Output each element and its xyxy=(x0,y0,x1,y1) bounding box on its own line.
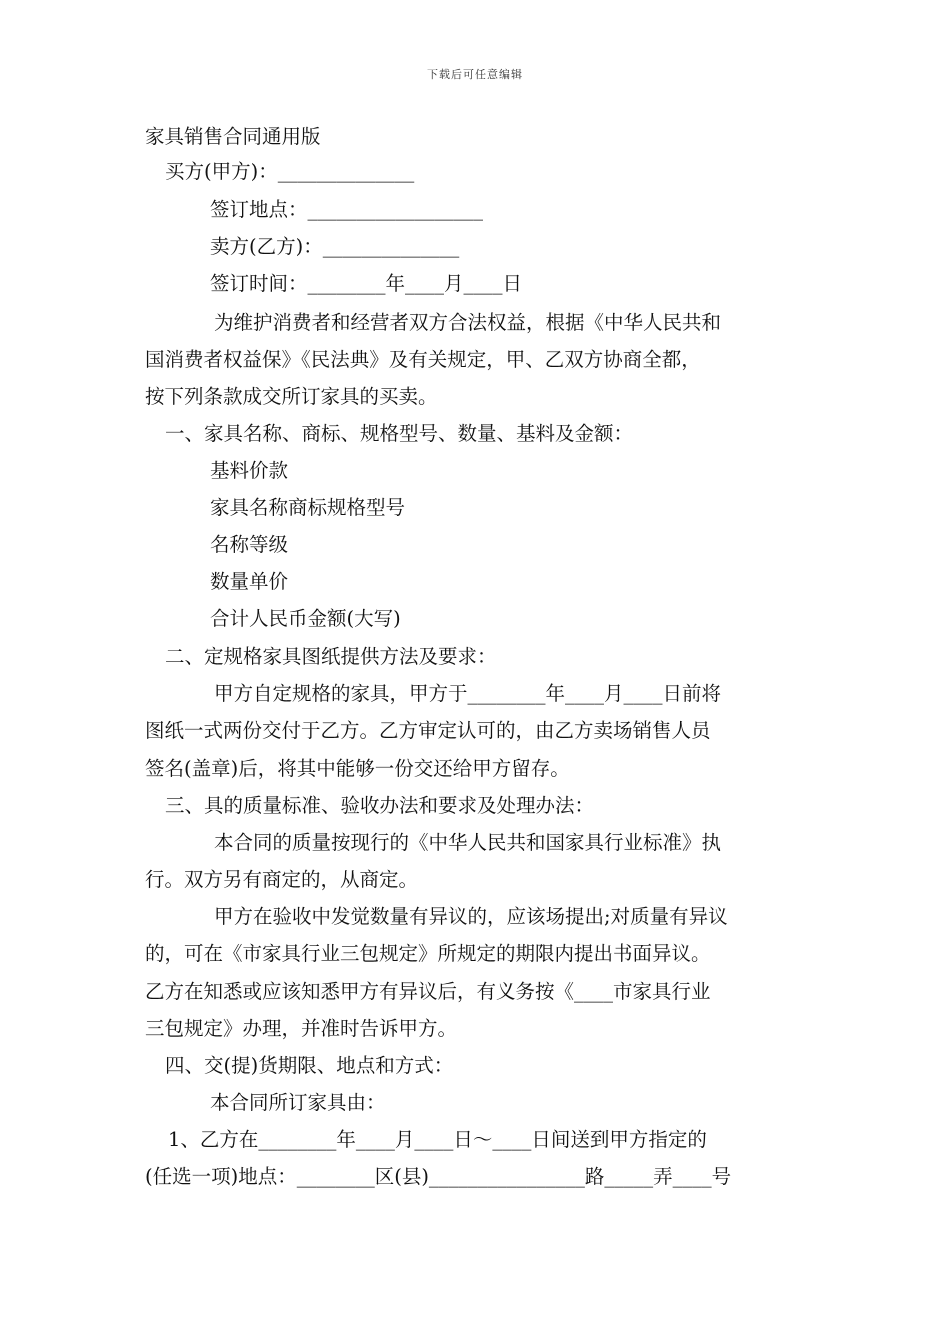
paragraph-line: 行。双方另有商定的，从商定。 xyxy=(145,868,419,891)
paragraph-line: 三包规定》办理，并准时告诉甲方。 xyxy=(145,1017,458,1040)
paragraph-line: 甲方在验收中发觉数量有异议的，应该场提出;对质量有异议 xyxy=(214,905,728,928)
document-title: 家具销售合同通用版 xyxy=(145,125,321,148)
paragraph-line: 的，可在《市家具行业三包规定》所规定的期限内提出书面异议。 xyxy=(145,942,711,965)
paragraph-line: (任选一项)地点：________区(县)________________路_____弄____号 xyxy=(145,1165,732,1188)
list-item: 合计人民币金额(大写) xyxy=(210,607,401,630)
section-heading-1: 一、家具名称、商标、规格型号、数量、基料及金额： xyxy=(165,422,634,445)
paragraph-line: 乙方在知悉或应该知悉甲方有异议后，有义务按《____市家具行业 xyxy=(145,980,711,1003)
list-item: 数量单价 xyxy=(210,570,289,593)
paragraph-line: 甲方自定规格的家具，甲方于________年____月____日前将 xyxy=(214,682,722,705)
seller-line: 卖方(乙方)：______________ xyxy=(210,235,460,258)
section-heading-3: 三、具的质量标准、验收办法和要求及处理办法： xyxy=(165,794,595,817)
list-item: 家具名称商标规格型号 xyxy=(210,496,406,519)
buyer-line: 买方(甲方)：______________ xyxy=(165,160,415,183)
paragraph-line: 国消费者权益保》《民法典》及有关规定，甲、乙双方协商全都， xyxy=(145,348,701,371)
paragraph-line: 签名(盖章)后，将其中能够一份交还给甲方留存。 xyxy=(145,757,570,780)
paragraph-line: 按下列条款成交所订家具的买卖。 xyxy=(145,385,438,408)
paragraph-line: 本合同的质量按现行的《中华人民共和国家具行业标准》执 xyxy=(214,831,722,854)
section-heading-4: 四、交(提)货期限、地点和方式： xyxy=(165,1054,454,1077)
sign-time-line: 签订时间：________年____月____日 xyxy=(210,272,523,295)
paragraph-line: 为维护消费者和经营者双方合法权益，根据《中华人民共和 xyxy=(214,311,722,334)
paragraph-line: 图纸一式两份交付于乙方。乙方审定认可的，由乙方卖场销售人员 xyxy=(145,719,711,742)
page-header-note: 下载后可任意编辑 xyxy=(427,68,523,81)
list-item: 基料价款 xyxy=(210,459,289,482)
paragraph-line: 1、乙方在________年____月____日～____日间送到甲方指定的 xyxy=(168,1128,707,1151)
section-heading-2: 二、定规格家具图纸提供方法及要求： xyxy=(165,645,497,668)
list-item: 名称等级 xyxy=(210,533,289,556)
paragraph-line: 本合同所订家具由： xyxy=(210,1091,386,1114)
sign-place-line: 签订地点：__________________ xyxy=(210,198,484,221)
